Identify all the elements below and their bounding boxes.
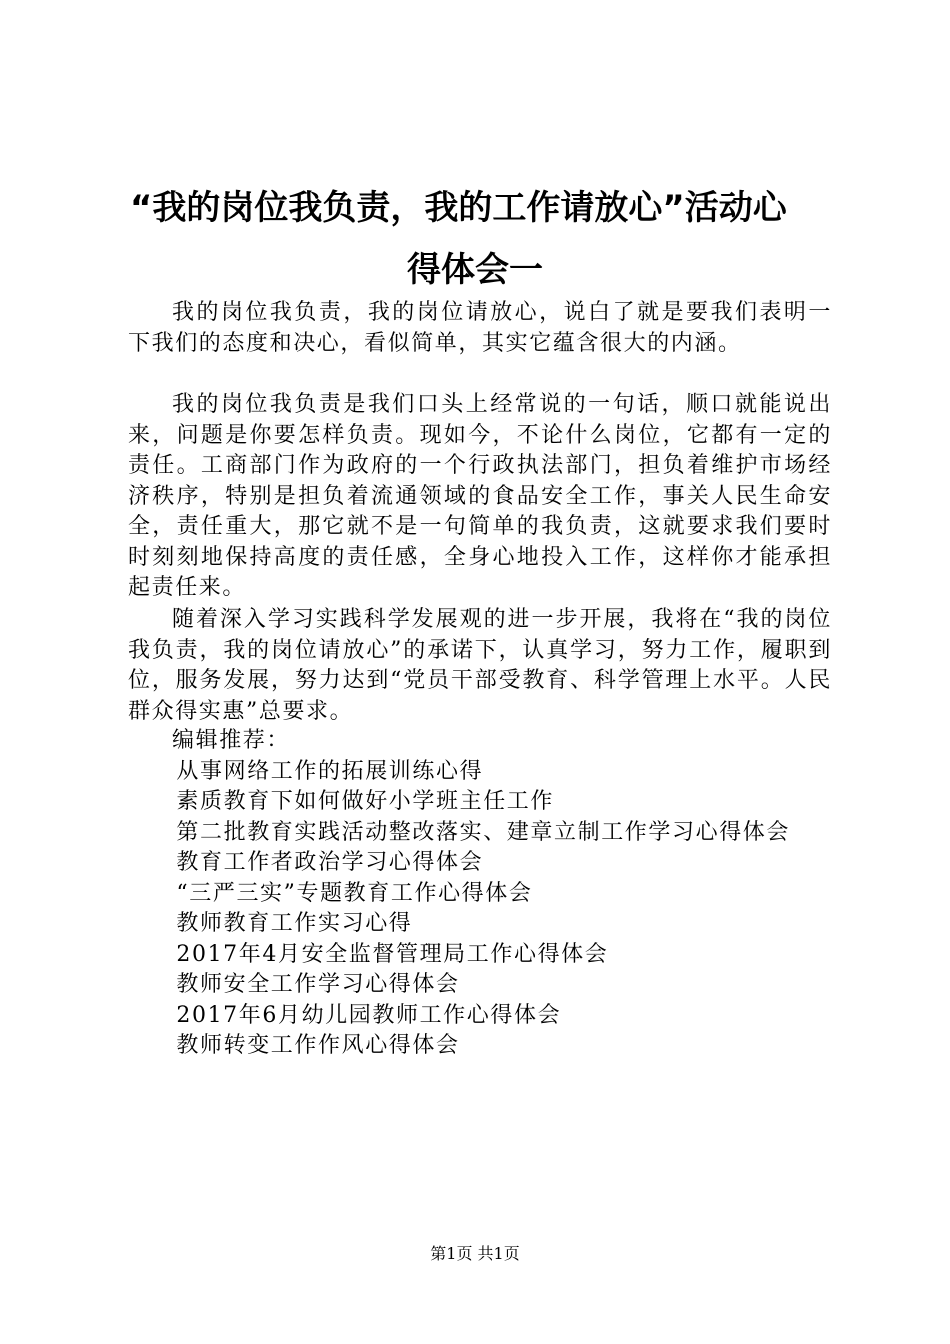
document-title-line-2: 得体会一 bbox=[407, 250, 543, 290]
recommend-link[interactable]: 教师转变工作作风心得体会 bbox=[176, 1033, 460, 1058]
recommend-link[interactable]: “三严三实”专题教育工作心得体会 bbox=[176, 880, 533, 906]
recommendations bbox=[128, 726, 832, 1062]
recommend-link[interactable]: 从事网络工作的拓展训练心得 bbox=[176, 758, 484, 784]
recommend-link[interactable]: 2017年4月安全监督管理局工作心得体会 bbox=[176, 941, 609, 967]
recommend-link[interactable]: 2017年6月幼儿园教师工作心得体会 bbox=[176, 1002, 562, 1028]
paragraph: 随着深入学习实践科学发展观的进一步开展，我将在“我的岗位我负责，我的岗位请放心”的承诺下，认真学习，努力工作，履职到位，服务发展，努力达到“党员干部受教育、科学管理上水平。人民群众得实惠”总要求。 bbox=[128, 607, 832, 724]
recommend-link[interactable]: 素质教育下如何做好小学班主任工作 bbox=[176, 789, 554, 814]
recommend-list bbox=[128, 757, 832, 1062]
document-title-line-1: “我的岗位我负责，我的工作请放心”活动心 bbox=[130, 188, 787, 228]
paragraph: 我的岗位我负责是我们口头上经常说的一句话，顺口就能说出来，问题是你要怎样负责。现如今，不论什么岗位，它都有一定的责任。工商部门作为政府的一个行政执法部门，担负着维护市场经济秩序，特别是担负着流通领域的食品安全工作，事关人民生命安全，责任重大，那它就不是一句简单的我负责，这就要求我们要时时刻刻地保持高度的责任感，全身心地投入工作，这样你才能承担起责任来。 bbox=[128, 392, 832, 600]
paragraph: 我的岗位我负责，我的岗位请放心，说白了就是要我们表明一下我们的态度和决心，看似简单，其实它蕴含很大的内涵。 bbox=[128, 300, 832, 356]
page-footer: 第1页 共1页 bbox=[430, 1244, 520, 1263]
paragraph-2-block bbox=[128, 390, 832, 604]
recommend-link[interactable]: 教师安全工作学习心得体会 bbox=[176, 972, 460, 997]
paragraph-3-block bbox=[128, 605, 832, 727]
paragraph-1-block bbox=[128, 298, 832, 359]
recommend-heading: 编辑推荐： bbox=[172, 728, 291, 753]
recommend-link[interactable]: 第二批教育实践活动整改落实、建章立制工作学习心得体会 bbox=[176, 819, 790, 845]
recommend-link[interactable]: 教师教育工作实习心得 bbox=[176, 911, 413, 936]
recommend-link[interactable]: 教育工作者政治学习心得体会 bbox=[176, 850, 484, 875]
